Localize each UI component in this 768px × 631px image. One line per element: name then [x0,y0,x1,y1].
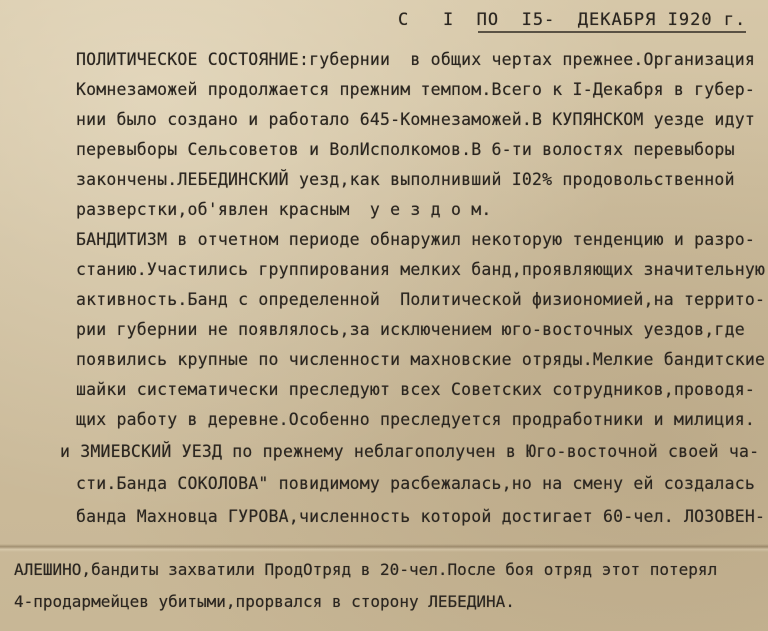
document-date-header: С I ПО I5- ДЕКАБРЯ I920 г. [398,10,747,30]
text-line: щих работу в деревне.Особенно преследуется продработники и милиция. [76,410,755,429]
text-line: и ЗМИЕВСКИЙ УЕЗД по прежнему неблагополучен в Юго-восточной своей ча- [60,442,760,461]
text-line: Комнезаможей продолжается прежним темпом.Всего к I-Декабря в губер- [76,80,755,99]
text-line: 4-продармейцев убитыми,прорвался в сторону ЛЕБЕДИНА. [14,592,515,611]
text-line: перевыборы Сельсоветов и ВолИсполкомов.В 6-ти волостях перевыборы [76,140,735,159]
text-line: АЛЕШИНО,бандиты захватили ПродОтряд в 20-чел.После боя отряд этот потерял [14,560,718,579]
text-line: БАНДИТИЗМ в отчетном периоде обнаружил некоторую тенденцию и разро- [76,230,755,249]
text-line: ПОЛИТИЧЕСКОЕ СОСТОЯНИЕ:губернии в общих чертах прежнее.Организация [76,50,755,69]
header-underline [478,31,746,33]
text-line: банда Махновца ГУРОВА,численность которой достигает 60-чел. ЛОЗОВЕН- [76,507,766,526]
text-line: нии было создано и работало 645-Комнезаможей.В КУПЯНСКОМ уезде идут [76,110,755,129]
text-line: станию.Участились группирования мелких банд,проявляющих значительную [76,260,766,279]
text-line: шайки систематически преследуют всех Советских сотрудников,проводя- [76,380,755,399]
text-line: появились крупные по численности махновские отряды.Мелкие бандитские [76,350,766,369]
page-fold [0,544,768,552]
text-line: закончены.ЛЕБЕДИНСКИЙ уезд,как выполнивший I02% продовольственной [76,170,735,189]
text-line: рии губернии не появлялось,за исключением юго-восточных уездов,где [76,320,745,339]
text-line: разверстки,об'явлен красным у е з д о м. [76,200,492,219]
text-line: сти.Банда СОКОЛОВА" повидимому расбежалась,но на смену ей создалась [76,474,755,493]
text-line: активность.Банд с определенной Политической физиономией,на террито- [76,290,766,309]
